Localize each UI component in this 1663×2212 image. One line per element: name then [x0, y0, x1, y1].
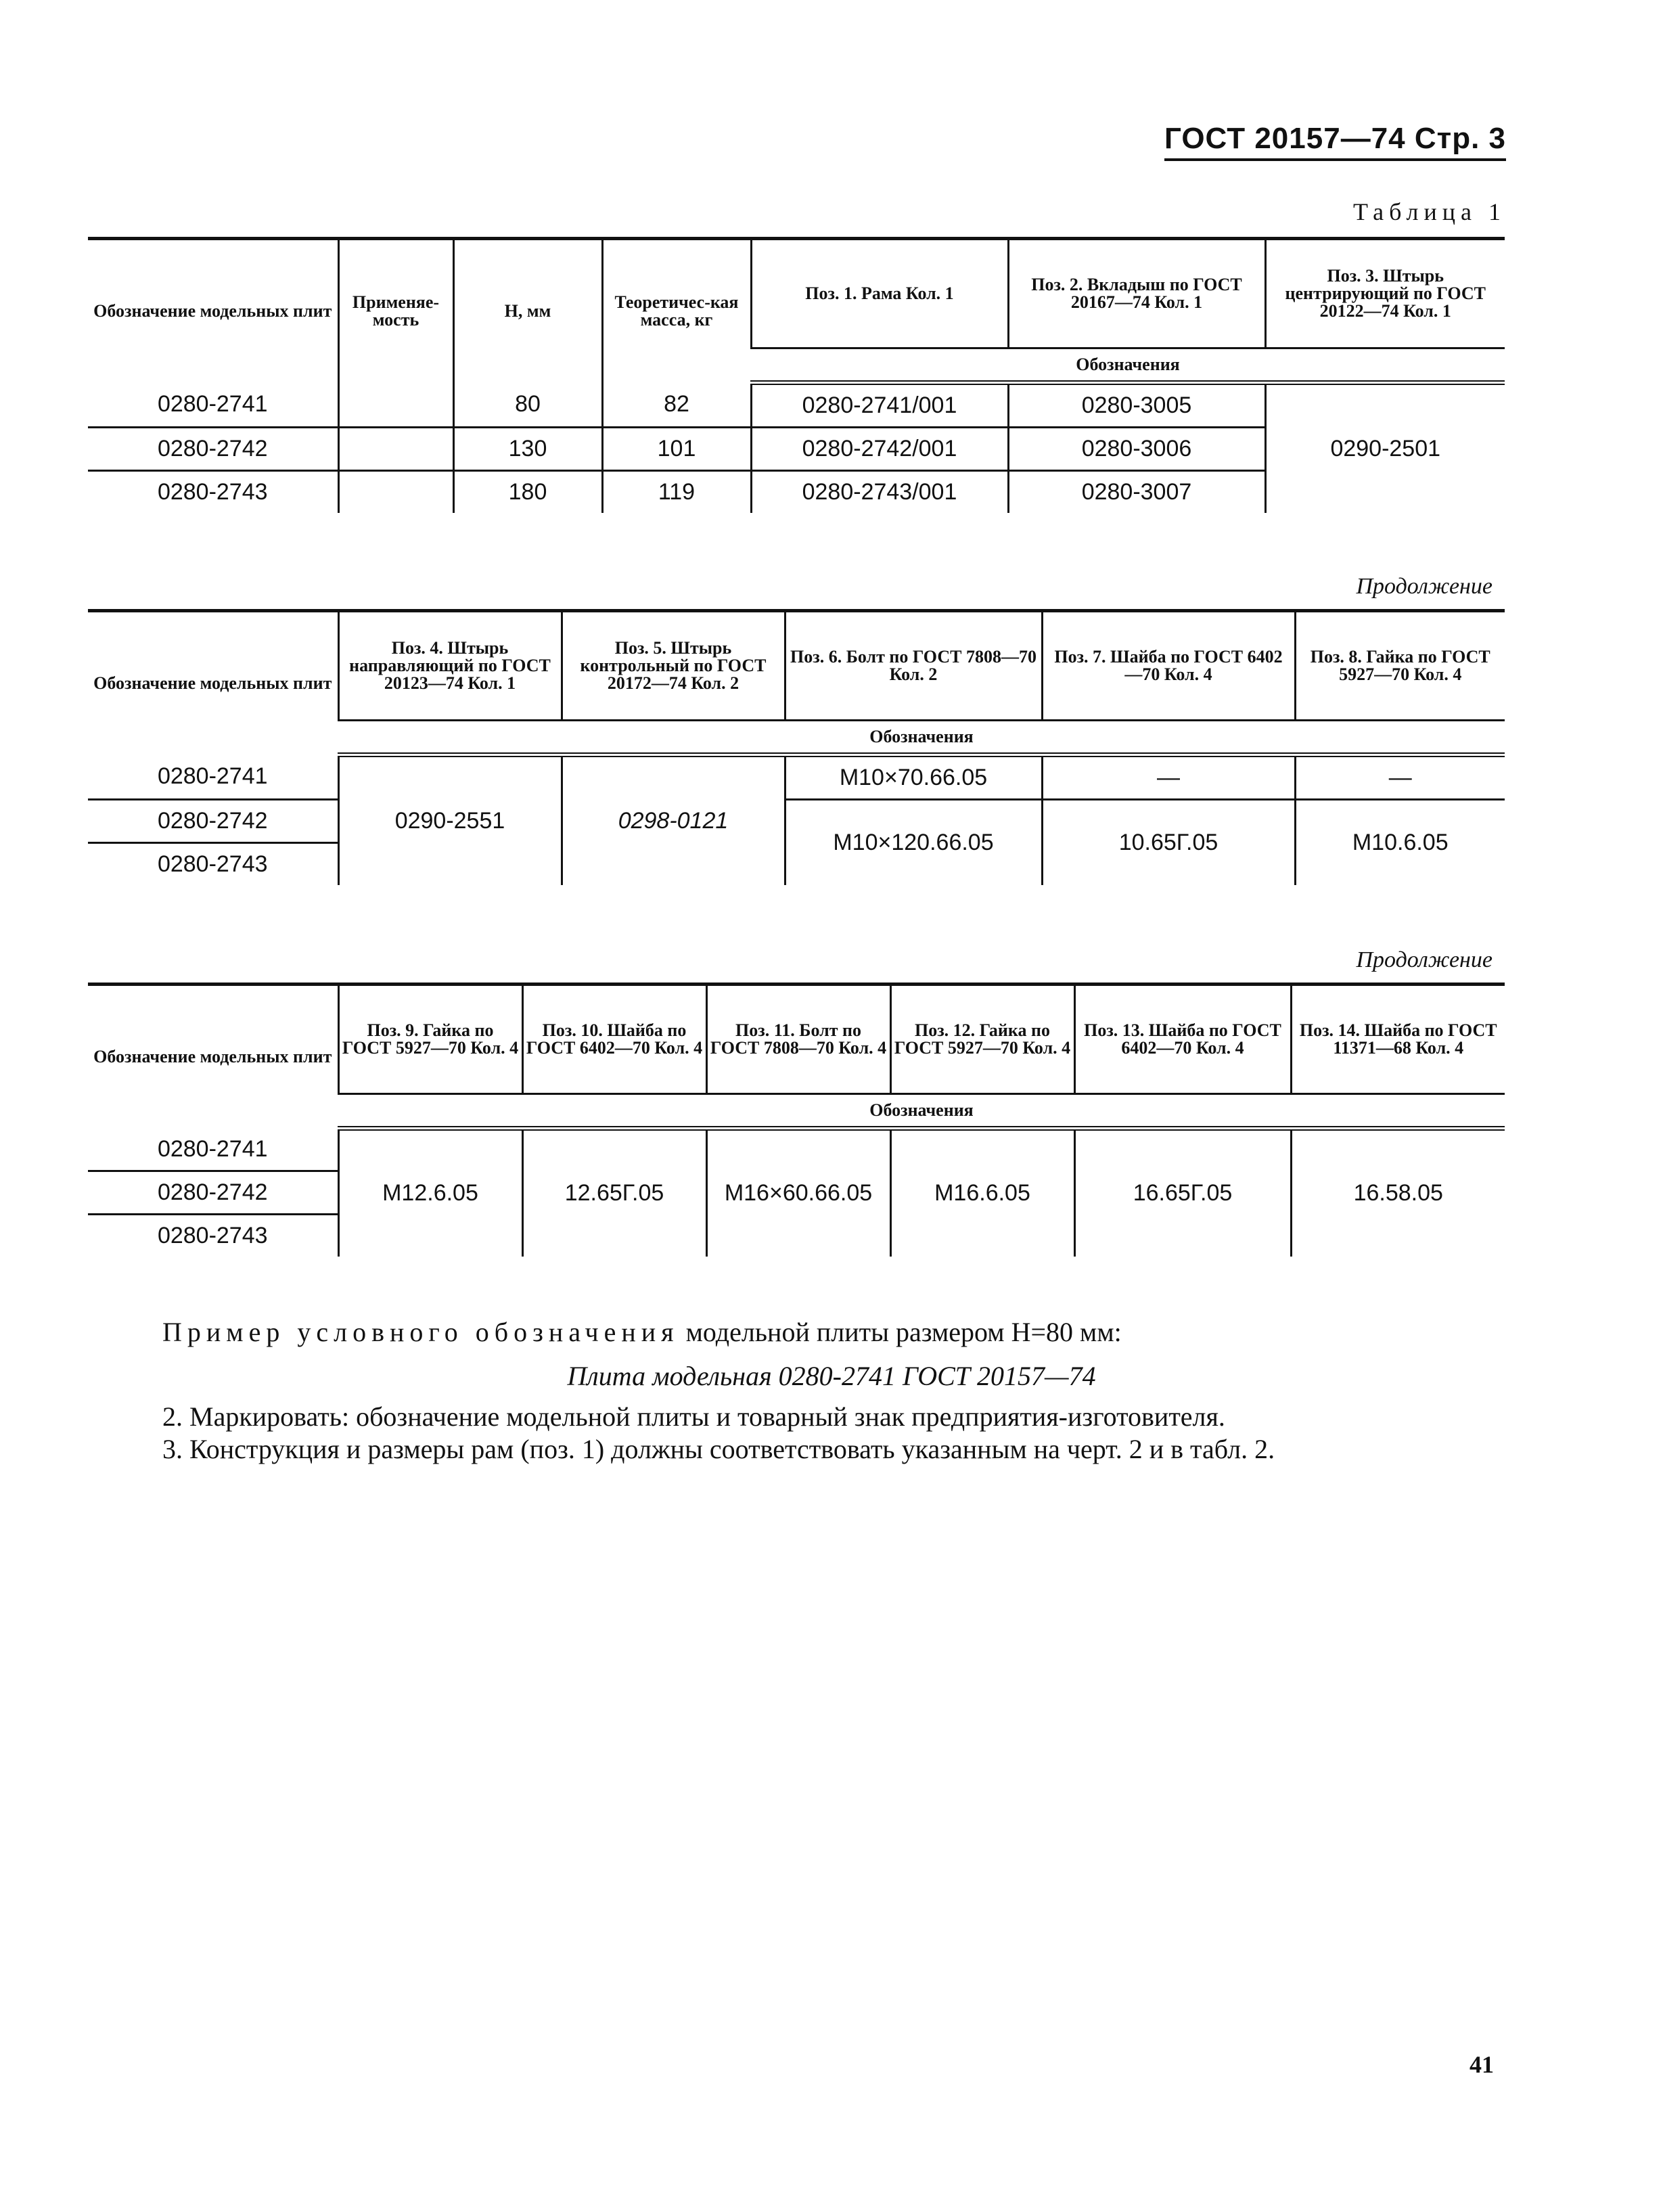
subheader: Обозначения: [751, 348, 1505, 383]
cell-merged: 0290-2501: [1265, 383, 1505, 514]
cell: M10×70.66.05: [785, 755, 1042, 800]
table-3: [88, 983, 1505, 1257]
cell: —: [1042, 755, 1295, 800]
cell: 0280-3007: [1008, 471, 1265, 514]
cell: 180: [453, 471, 602, 514]
subheader: Обозначения: [338, 1094, 1505, 1129]
col-header: Поз. 11. Болт по ГОСТ 7808—70 Кол. 4: [706, 985, 890, 1094]
col-header: Поз. 13. Шайба по ГОСТ 6402—70 Кол. 4: [1074, 985, 1291, 1094]
cell: 0280-2743: [88, 1214, 338, 1257]
example-text: модельной плиты размером H=80 мм:: [685, 1317, 1122, 1347]
cell: [338, 383, 453, 428]
cell: 0280-2741/001: [751, 383, 1008, 428]
col-header: Поз. 8. Гайка по ГОСТ 5927—70 Кол. 4: [1295, 611, 1505, 721]
cell-merged: 16.58.05: [1291, 1129, 1505, 1257]
col-header: Обозначение модельных плит: [88, 985, 338, 1129]
col-header: Поз. 7. Шайба по ГОСТ 6402—70 Кол. 4: [1042, 611, 1295, 721]
cell: 130: [453, 428, 602, 471]
cell-merged: M12.6.05: [338, 1129, 522, 1257]
col-header: Поз. 9. Гайка по ГОСТ 5927—70 Кол. 4: [338, 985, 522, 1094]
cell-merged: 10.65Г.05: [1042, 800, 1295, 886]
cell: 0280-2741: [157, 391, 268, 417]
cell-merged: 12.65Г.05: [522, 1129, 706, 1257]
continuation-label: Продолжение: [1356, 574, 1493, 599]
cell-merged: M10×120.66.05: [785, 800, 1042, 886]
col-header: Обозначение модельных плит: [88, 611, 338, 755]
page-label: Стр. 3: [1414, 122, 1506, 155]
table-row: [88, 1129, 1505, 1171]
col-header: Поз. 1. Рама Кол. 1: [751, 239, 1008, 348]
table-row: [88, 383, 1505, 428]
col-header: Поз. 10. Шайба по ГОСТ 6402—70 Кол. 4: [522, 985, 706, 1094]
page-header: [1164, 122, 1506, 161]
col-header: Поз. 6. Болт по ГОСТ 7808—70 Кол. 2: [785, 611, 1042, 721]
cell: [338, 428, 453, 471]
cell: 0280-2741: [157, 1135, 268, 1162]
cell: 0280-2742/001: [751, 428, 1008, 471]
cell-merged: M10.6.05: [1295, 800, 1505, 886]
col-header: Поз. 5. Штырь контрольный по ГОСТ 20172—74 Кол. 2: [562, 611, 785, 721]
cell-merged: 0298-0121: [562, 755, 785, 886]
doc-number: ГОСТ 20157—74: [1164, 122, 1406, 155]
example-paragraph: [88, 1316, 1579, 1348]
col-header: Поз. 4. Штырь направляющий по ГОСТ 20123—74 Кол. 1: [338, 611, 562, 721]
col-header: Н, мм: [453, 239, 602, 383]
cell: 101: [602, 428, 751, 471]
example-spaced-text: Пример условного обозначения: [162, 1317, 679, 1347]
cell: 0280-3005: [1008, 383, 1265, 428]
cell: 0280-2742: [88, 428, 338, 471]
paragraph-item-2: 2. Маркировать: обозначение модельной плиты и товарный знак предприятия-изготовителя.: [162, 1401, 1225, 1432]
table1-caption: Таблица 1: [1353, 198, 1506, 225]
cell: 0280-2742: [88, 1171, 338, 1214]
table-row: [88, 800, 1505, 843]
cell: 119: [602, 471, 751, 514]
subheader: Обозначения: [338, 721, 1505, 755]
cell: 0280-2743/001: [751, 471, 1008, 514]
cell: 0280-2743: [88, 843, 338, 886]
cell-merged: 16.65Г.05: [1074, 1129, 1291, 1257]
page-number: 41: [1470, 2051, 1494, 2078]
col-header: Поз. 14. Шайба по ГОСТ 11371—68 Кол. 4: [1291, 985, 1505, 1094]
paragraph-item-3: 3. Конструкция и размеры рам (поз. 1) должны соответствовать указанным на черт. 2 и в табл. 2.: [162, 1434, 1275, 1464]
cell: 82: [602, 383, 751, 428]
cell: 0280-2741: [157, 763, 268, 790]
example-designation: Плита модельная 0280-2741 ГОСТ 20157—74: [567, 1361, 1096, 1391]
col-header: Теоретичес-кая масса, кг: [602, 239, 751, 383]
continuation-label: Продолжение: [1356, 947, 1493, 972]
table-2: [88, 609, 1505, 885]
col-header: Поз. 12. Гайка по ГОСТ 5927—70 Кол. 4: [890, 985, 1074, 1094]
cell-merged: M16×60.66.05: [706, 1129, 890, 1257]
col-header: Применяе-мость: [338, 239, 453, 383]
col-header: Поз. 2. Вкладыш по ГОСТ 20167—74 Кол. 1: [1008, 239, 1265, 348]
cell: 0280-2743: [88, 471, 338, 514]
col-header: Поз. 3. Штырь центрирующий по ГОСТ 20122—74 Кол. 1: [1265, 239, 1505, 348]
table-row: [88, 755, 1505, 800]
cell: 80: [453, 383, 602, 428]
cell: —: [1295, 755, 1505, 800]
cell-merged: 0290-2551: [338, 755, 562, 886]
col-header: Обозначение модельных плит: [88, 239, 338, 383]
cell: 0280-3006: [1008, 428, 1265, 471]
cell: 0280-2742: [88, 800, 338, 843]
cell: [338, 471, 453, 514]
table-1: [88, 237, 1505, 513]
cell-merged: M16.6.05: [890, 1129, 1074, 1257]
